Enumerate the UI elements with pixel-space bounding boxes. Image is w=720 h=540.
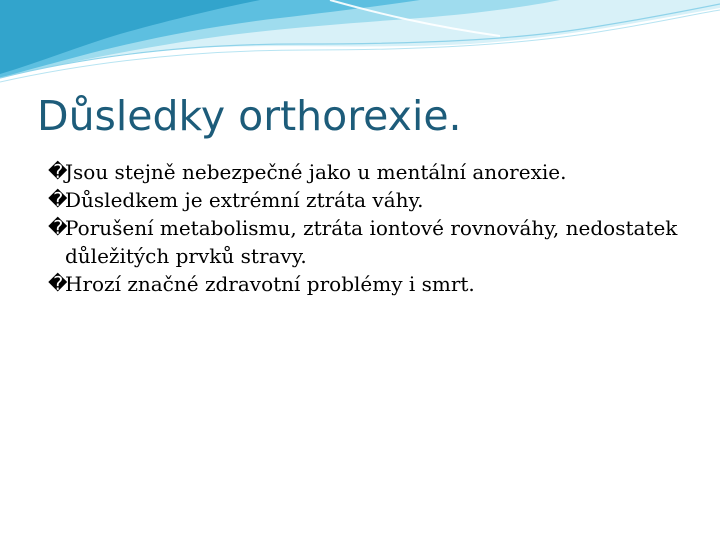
bullet-text: Porušení metabolismu, ztráta iontové rovnováhy, nedostatek důležitých prvků stravy. — [65, 216, 678, 268]
slide-title: Důsledky orthorexie. — [37, 92, 462, 140]
bullet-icon: � — [48, 161, 68, 183]
list-item — [48, 214, 688, 270]
bullet-text: Jsou stejně nebezpečné jako u mentální anorexie. — [65, 160, 567, 184]
bullet-text: Hrozí značné zdravotní problémy i smrt. — [65, 272, 475, 296]
bullet-text: Důsledkem je extrémní ztráta váhy. — [65, 188, 424, 212]
header-wave-decoration — [0, 0, 720, 90]
bullet-icon: � — [48, 189, 68, 211]
list-item — [48, 270, 688, 298]
list-item — [48, 186, 688, 214]
bullet-icon: � — [48, 273, 68, 295]
list-item — [48, 158, 688, 186]
bullet-list — [48, 158, 688, 298]
bullet-icon: � — [48, 217, 68, 239]
